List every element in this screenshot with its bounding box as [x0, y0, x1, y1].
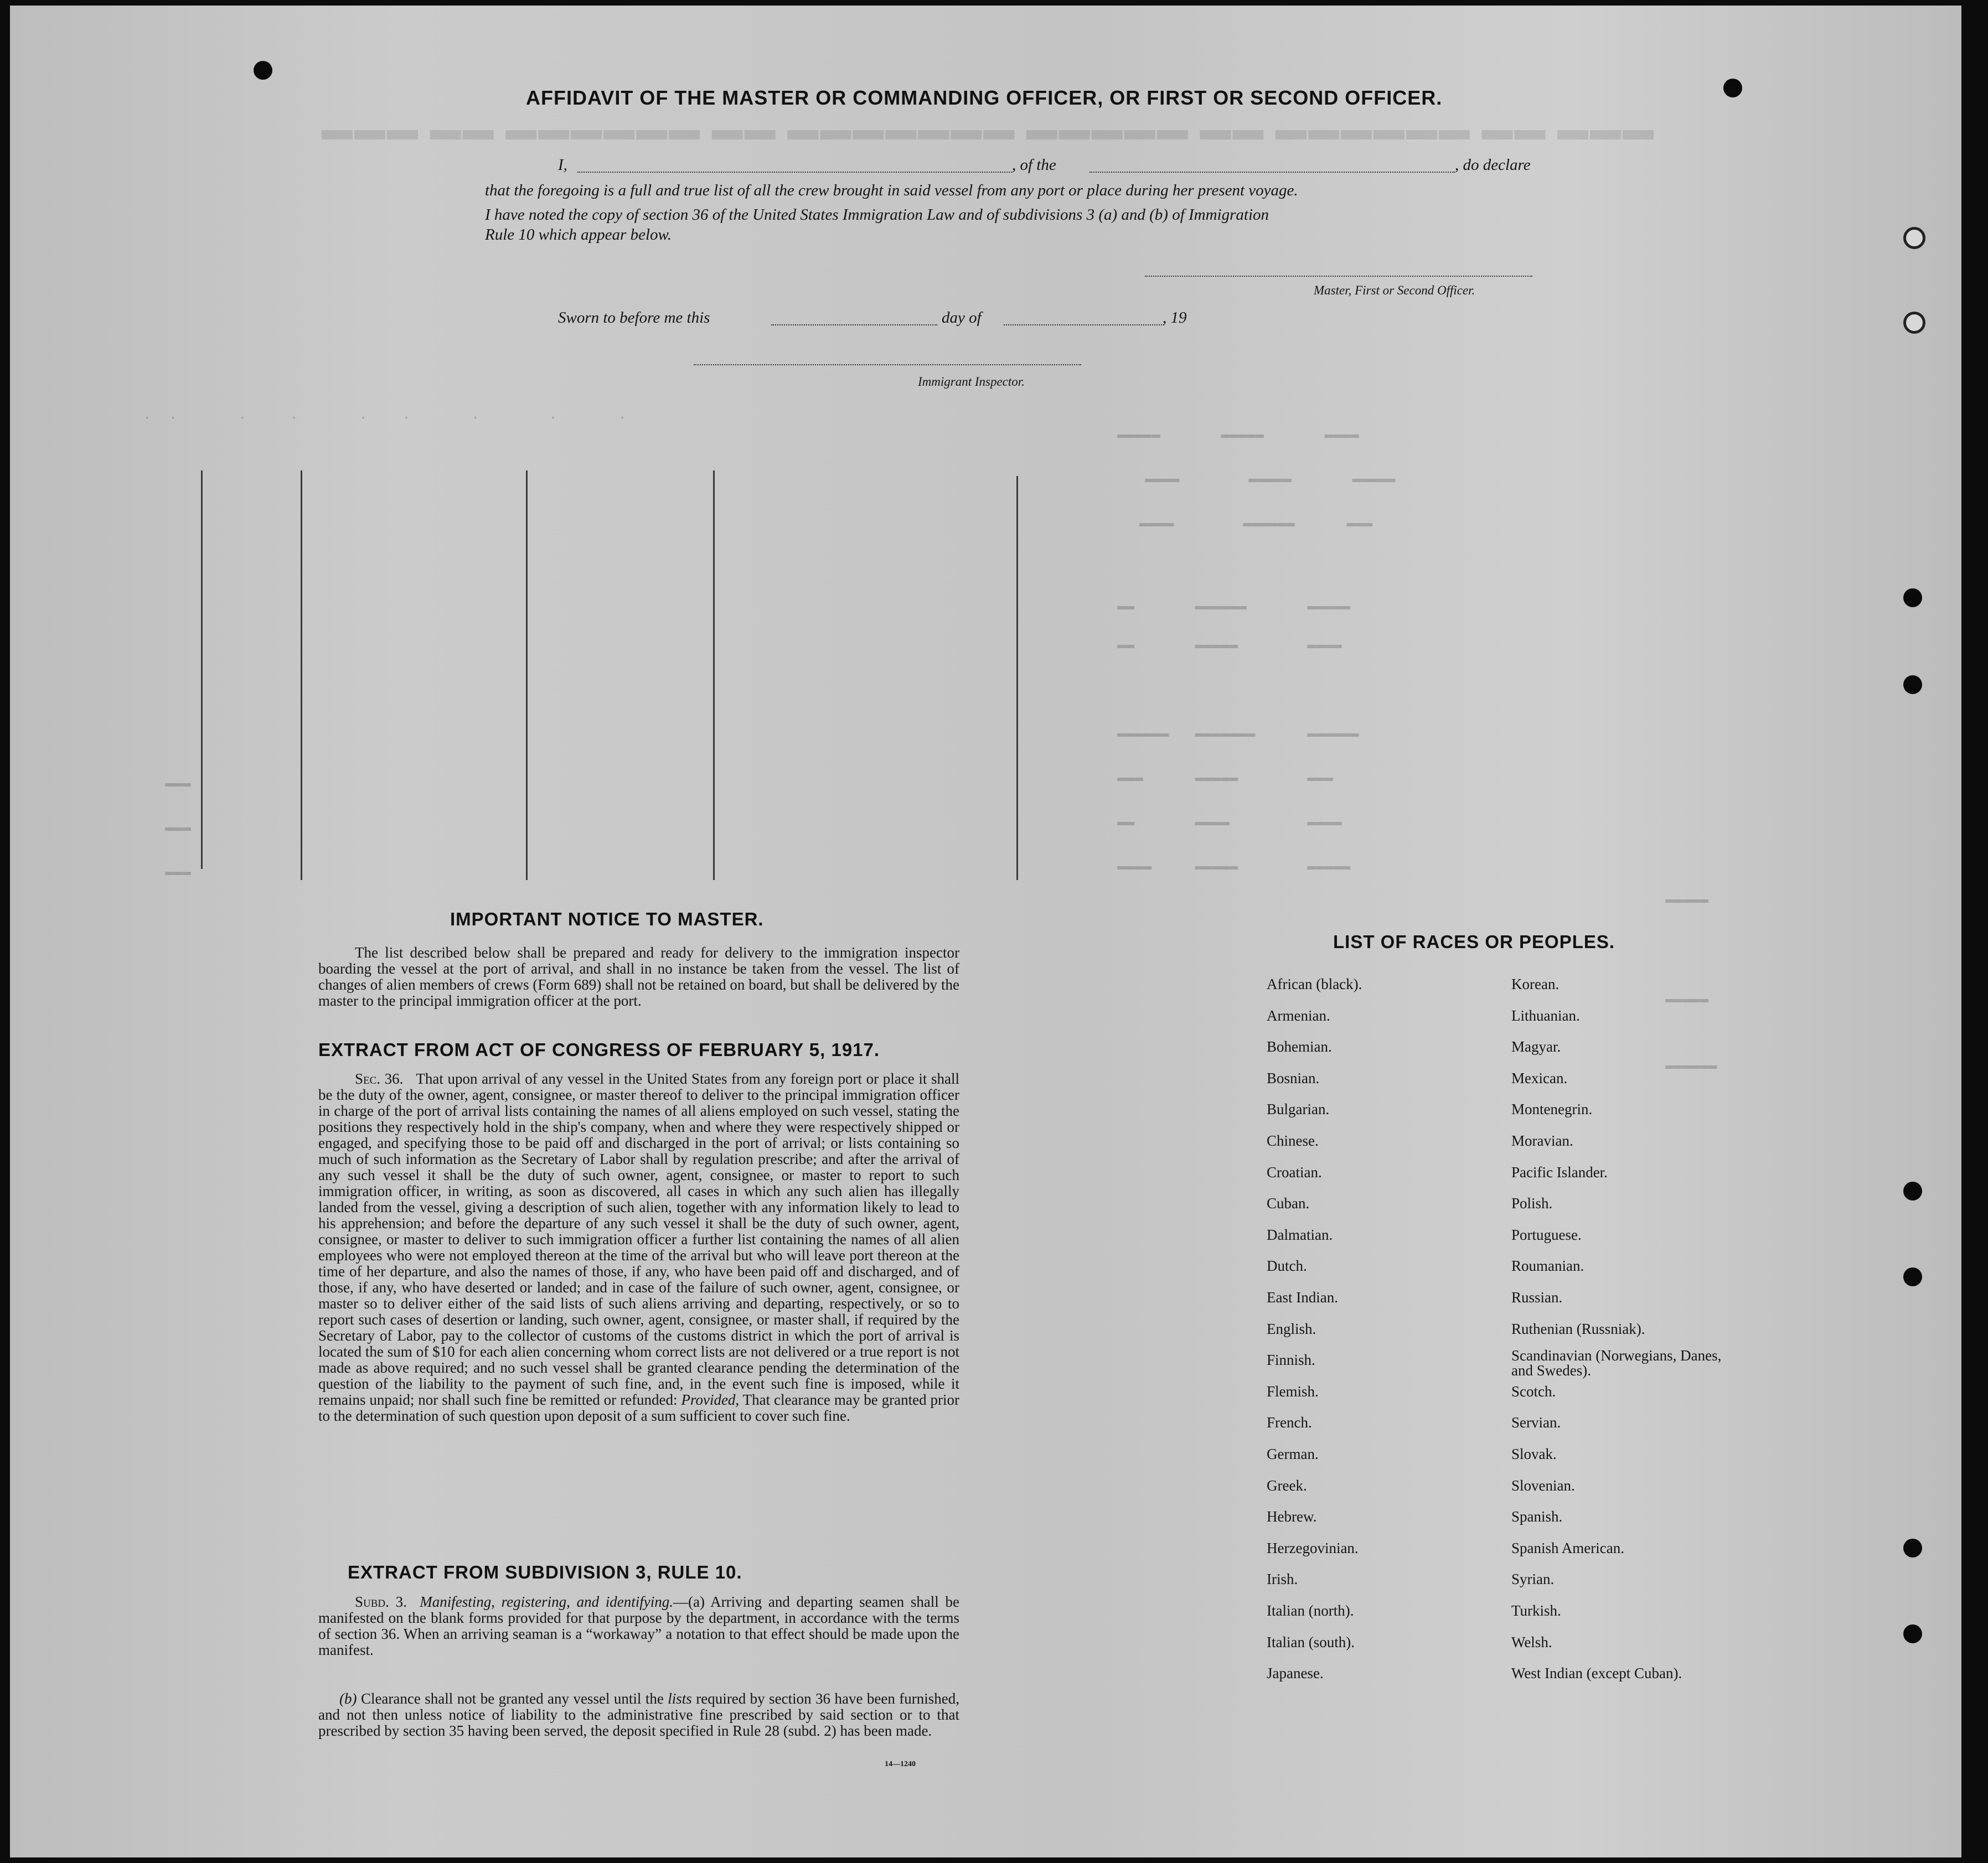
race-item-left: Irish.	[1267, 1571, 1298, 1587]
bleed-through-row: ▬▬▬▬▬	[1665, 891, 1709, 908]
race-item-left: Japanese.	[1267, 1665, 1324, 1681]
act-text	[318, 1071, 959, 1424]
races-heading: LIST OF RACES OR PEOPLES.	[1333, 932, 1615, 952]
bleed-through-row: ▬▬▬▬ ▬▬▬▬▬ ▬▬▬▬▬	[1145, 470, 1396, 487]
rule-para-a	[318, 1594, 959, 1658]
race-item-right: Mexican.	[1511, 1070, 1568, 1086]
affidavit-do-declare: , do declare	[1455, 156, 1531, 174]
affidavit-i: I,	[558, 156, 567, 174]
punch-hole	[254, 61, 272, 80]
act-body: That upon arrival of any vessel in the United States from any foreign port or place it shall be the duty of the owner, agent, consignee, or master thereof to deliver to the principal immigration officer in charge of the port of arrival lists containing the names of all aliens employed on such vessel, stating the positions they respectively hold in the ship's company, when and where they were respectively shipped or engaged, and specifying those to be paid off and discharged in the port of arrival; or lists containing so much of such information as the Secretary of Labor shall by regulation prescribe; and after the arrival of any such vessel it shall be the duty of such owner, agent, consignee, or master to report to such immigration officer, in writing, as soon as discovered, all cases in which any such alien has illegally landed from the vessel, giving a description of such alien, together with any information likely to lead to his apprehension; and before the departure of any such vessel it shall be the duty of such owner, agent, consignee, or master to deliver to such immigration officer a further list containing the names of all alien employees who were not employed thereon at the time of the arrival but who will leave port thereon at the time of her departure, and also the names of those, if any, who have been paid off and discharged, and of those, if any, who have deserted or landed; and in case of the failure of such owner, agent, consignee, or master so to deliver either of the said lists of such aliens arriving and departing, respectively, or so to report such cases of desertion or landing, such owner, agent, consignee, or master shall, if required by the Secretary of Labor, pay to the collector of customs of the customs district in which the port of arrival is located the sum of $10 for each alien concerning whom correct lists are not delivered or a true report is not made as above required; and no such vessel shall be granted clearance pending the determination of the question of the liability to the payment of such fine, and, in the event such fine is imposed, while it remains unpaid; nor shall such fine be remitted or refunded:	[318, 1070, 960, 1408]
sworn-day-blank[interactable]	[771, 324, 937, 325]
race-item-right: Servian.	[1511, 1414, 1561, 1431]
race-item-right: Ruthenian (Russniak).	[1511, 1321, 1645, 1337]
notice-text: The list described below shall be prepared and ready for delivery to the immigration inspector boarding the vessel at the port of arrival, and shall in no instance be taken from the vessel. The list of changes of alien members of crews (Form 689) shall not be retained on board, but shall be delivered by the master to the principal immigration officer at the port.	[318, 944, 959, 1009]
race-item-right: Turkish.	[1511, 1602, 1561, 1619]
bleed-through-row: · · · · · · · · ·	[143, 410, 627, 426]
race-item-left: Greek.	[1267, 1477, 1307, 1494]
punch-hole	[1903, 1539, 1922, 1557]
rule-subd-label: Subd. 3.	[355, 1593, 407, 1610]
race-item-left: African (black).	[1267, 976, 1362, 992]
notice-heading: IMPORTANT NOTICE TO MASTER.	[450, 909, 764, 929]
punch-hole	[1723, 79, 1742, 97]
act-body-end: That clearance may be granted prior to the determination of such question upon deposit of a sum sufficient to cover such fine.	[318, 1391, 959, 1424]
rule-para-b-text-1: Clearance shall not be granted any vessel until the	[360, 1690, 664, 1707]
column-rule	[201, 470, 203, 869]
race-item-right: Korean.	[1511, 976, 1560, 992]
position-blank[interactable]	[1089, 172, 1455, 173]
race-item-left: Hebrew.	[1267, 1508, 1317, 1525]
rule-heading: EXTRACT FROM SUBDIVISION 3, RULE 10.	[348, 1562, 742, 1582]
race-item-left: Dalmatian.	[1267, 1227, 1333, 1243]
race-item-left: Chinese.	[1267, 1132, 1319, 1149]
race-item-left: French.	[1267, 1414, 1312, 1431]
race-item-left: Bohemian.	[1267, 1038, 1332, 1055]
bleed-through-row: ▬▬ ▬▬▬▬▬ ▬▬▬▬	[1117, 636, 1342, 653]
race-item-right: Spanish American.	[1511, 1540, 1624, 1556]
bleed-through-row: ▬▬▬	[165, 819, 191, 836]
signature-label: Master, First or Second Officer.	[1314, 283, 1475, 297]
rule-para-b-label: (b)	[339, 1690, 357, 1707]
affidavit-of-the: , of the	[1012, 156, 1056, 174]
race-item-left: Dutch.	[1267, 1257, 1307, 1274]
act-provided: Provided,	[681, 1391, 740, 1408]
affidavit-title: AFFIDAVIT OF THE MASTER OR COMMANDING OFFICER, OR FIRST OR SECOND OFFICER.	[526, 86, 1443, 109]
race-item-left: Bulgarian.	[1267, 1101, 1330, 1117]
form-number: 14—1240	[885, 1760, 916, 1768]
race-item-right: Montenegrin.	[1511, 1101, 1593, 1117]
bleed-through-row: ▬▬▬▬▬	[1665, 991, 1709, 1007]
affidavit-line-3: I have noted the copy of section 36 of the United States Immigration Law and of subdivisions 3 (a) and (b) of Immigration	[485, 206, 1269, 224]
bleed-through-row: ▬▬ ▬▬▬▬ ▬▬▬▬	[1117, 814, 1342, 830]
affidavit-line-2: that the foregoing is a full and true list of all the crew brought in said vessel from any port or place during her present voyage.	[485, 182, 1298, 199]
sworn-year: , 19	[1163, 309, 1187, 327]
inspector-blank[interactable]	[694, 364, 1081, 365]
sworn-day-of: day of	[942, 309, 982, 327]
punch-hole-ring	[1903, 227, 1925, 249]
column-rule	[1016, 476, 1018, 880]
race-item-left: Armenian.	[1267, 1007, 1330, 1024]
name-blank[interactable]	[577, 172, 1012, 173]
race-item-right: Polish.	[1511, 1195, 1553, 1212]
rule-para-b-lists: lists	[668, 1690, 692, 1707]
race-item-right: Moravian.	[1511, 1132, 1573, 1149]
rule-para-b-text-2: required by section 36 have been furnished, and not then unless notice of liability to the administrative fine prescribed by said section or to that prescribed by section 35 having been served, the deposit specified in Rule 28 (subd. 2) has been made.	[318, 1690, 960, 1739]
bleed-through-row: ▬▬▬▬▬▬	[1665, 1057, 1717, 1074]
race-item-left: English.	[1267, 1321, 1316, 1337]
race-item-left: Herzegovinian.	[1267, 1540, 1359, 1556]
bleed-through-row: ▬▬▬▬▬▬ ▬▬▬▬▬▬▬ ▬▬▬▬▬▬	[1117, 725, 1359, 742]
race-item-left: East Indian.	[1267, 1289, 1338, 1306]
race-item-right: Welsh.	[1511, 1634, 1552, 1650]
act-sec-label: Sec. 36.	[355, 1070, 404, 1087]
race-item-right: West Indian (except Cuban).	[1511, 1665, 1682, 1681]
punch-hole	[1903, 588, 1922, 607]
rule-subd-title: Manifesting, registering, and identifying.	[420, 1593, 673, 1610]
inspector-label: Immigrant Inspector.	[918, 375, 1025, 389]
race-item-right: Portuguese.	[1511, 1227, 1582, 1243]
race-item-right: Slovak.	[1511, 1446, 1557, 1462]
race-item-right: Roumanian.	[1511, 1257, 1584, 1274]
race-item-left: Cuban.	[1267, 1195, 1310, 1212]
affidavit-line-4: Rule 10 which appear below.	[485, 226, 672, 244]
rule-para-a-text: —(a) Arriving and departing seamen shall be manifested on the blank forms provided for that purpose by the department, in accordance with the terms of section 36. When an arriving seaman is a “workaway” a notation to that effect should be made upon the manifest.	[318, 1593, 959, 1658]
bleed-through-row: ▬▬ ▬▬▬▬▬▬ ▬▬▬▬▬	[1117, 598, 1351, 614]
race-item-right: Spanish.	[1511, 1508, 1563, 1525]
race-item-right: Syrian.	[1511, 1571, 1555, 1587]
race-item-left: Finnish.	[1267, 1352, 1315, 1368]
bleed-through-row: ▬▬▬▬ ▬▬▬▬▬▬ ▬▬▬	[1139, 515, 1373, 531]
sworn-text: Sworn to before me this	[558, 309, 710, 327]
race-item-left: Italian (south).	[1267, 1634, 1355, 1650]
bleed-through-title: ▬▬▬ ▬▬ ▬▬▬▬▬▬ ▬▬ ▬▬▬▬▬ ▬▬▬▬▬▬▬ ▬▬ ▬▬▬▬▬▬ ▬▬ ▬▬▬	[320, 111, 1654, 146]
bleed-through-row: ▬▬▬	[165, 863, 191, 880]
race-item-right: Magyar.	[1511, 1038, 1561, 1055]
column-rule	[301, 470, 302, 880]
race-item-right: Slovenian.	[1511, 1477, 1575, 1494]
race-item-left: Bosnian.	[1267, 1070, 1320, 1086]
race-item-left: Italian (north).	[1267, 1602, 1354, 1619]
race-item-left: Flemish.	[1267, 1383, 1319, 1400]
signature-blank[interactable]	[1145, 276, 1532, 277]
bleed-through-row: ▬▬▬	[165, 775, 191, 791]
race-item-right: Russian.	[1511, 1289, 1563, 1306]
race-item-left: Croatian.	[1267, 1164, 1322, 1181]
act-heading: EXTRACT FROM ACT OF CONGRESS OF FEBRUARY 5, 1917.	[318, 1039, 880, 1060]
punch-hole	[1903, 1267, 1922, 1286]
race-item-left: German.	[1267, 1446, 1319, 1462]
race-item-right: Scotch.	[1511, 1383, 1556, 1400]
punch-hole-ring	[1903, 312, 1925, 334]
rule-para-b	[318, 1691, 959, 1739]
punch-hole	[1903, 675, 1922, 694]
race-item-right: Lithuanian.	[1511, 1007, 1580, 1024]
punch-hole	[1903, 1182, 1922, 1200]
column-rule	[526, 470, 528, 880]
bleed-through-row: ▬▬▬▬ ▬▬▬▬▬ ▬▬▬▬▬	[1117, 858, 1351, 874]
manifest-page	[10, 6, 1961, 1857]
race-item-right: Pacific Islander.	[1511, 1164, 1608, 1181]
race-item-right: Scandinavian (Norwegians, Danes, and Swedes).	[1511, 1347, 1722, 1379]
bleed-through-row: ▬▬▬▬▬ ▬▬▬▬▬ ▬▬▬▬	[1117, 426, 1359, 443]
punch-hole	[1903, 1624, 1922, 1643]
sworn-month-blank[interactable]	[1004, 324, 1164, 325]
bleed-through-row: ▬▬▬ ▬▬▬▬▬ ▬▬▬	[1117, 769, 1334, 786]
column-rule	[713, 470, 715, 880]
